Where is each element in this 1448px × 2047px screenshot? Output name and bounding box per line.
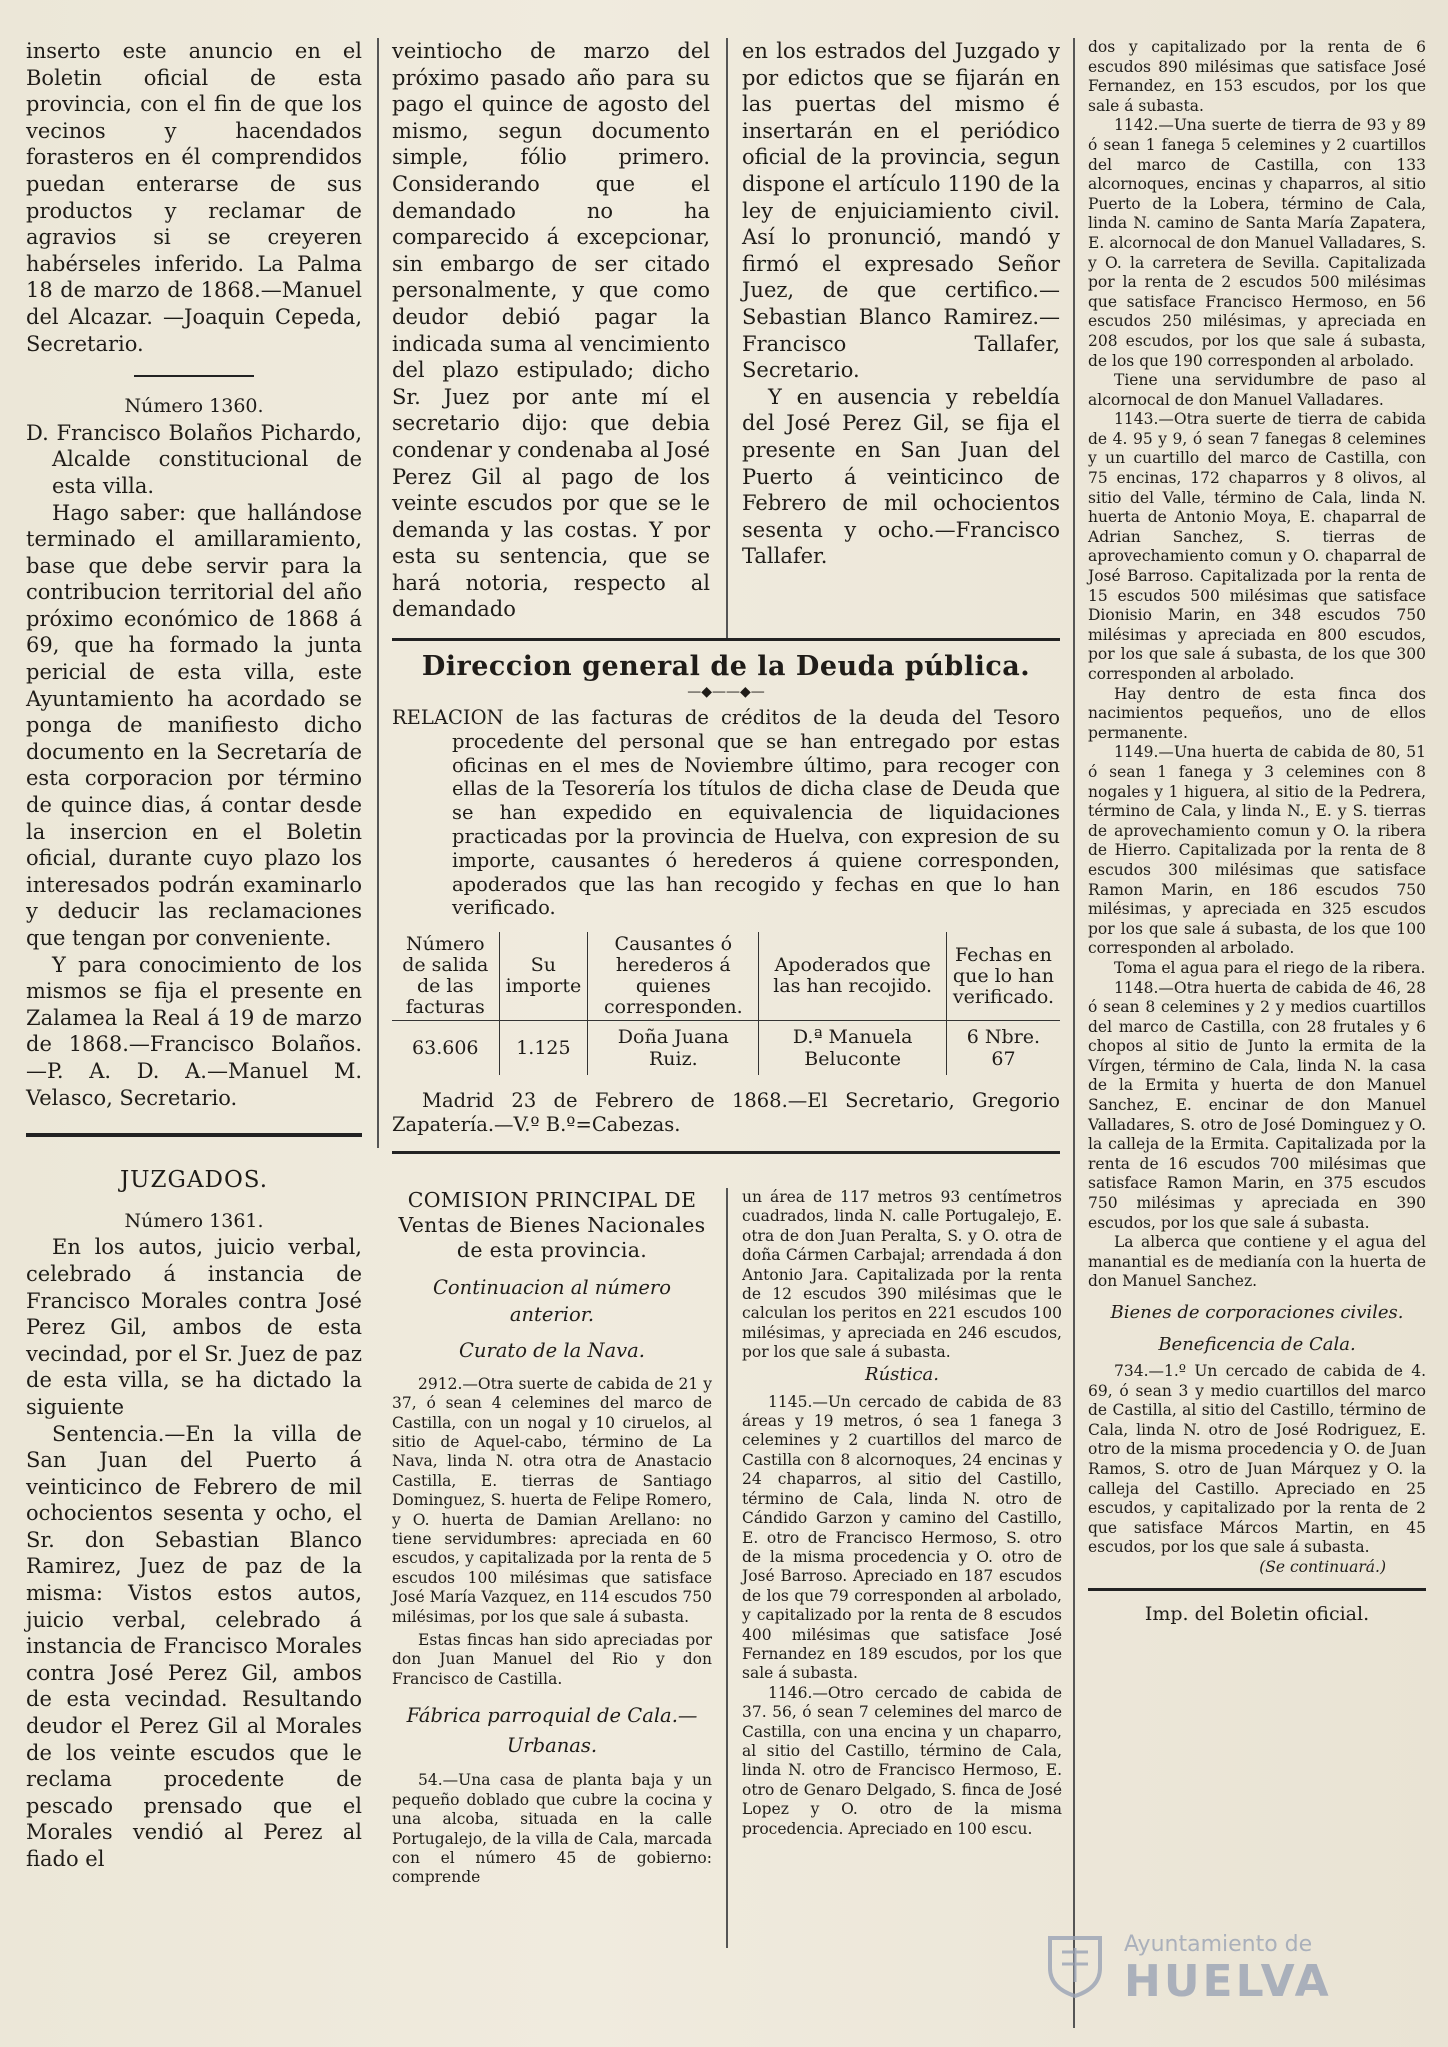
number-1360: Número 1360. [124, 395, 264, 418]
bottom-rule [1088, 1588, 1426, 1591]
curato-heading: Curato de la Nava. [458, 1339, 645, 1363]
column-rule [377, 38, 379, 1148]
beneficencia-heading: Beneficencia de Cala. [1158, 1334, 1356, 1355]
column-rule [1073, 38, 1075, 2028]
comision-column-a [392, 1188, 712, 1888]
autos-paragraph: En los autos, juicio verbal, celebrado á instancia de Francisco Morales contra José Perez Gil, ambos de esta vecindad, por el Sr. Juez de paz de esta villa, se ha dictado la siguiente [26, 1235, 362, 1419]
column-3 [742, 38, 1060, 570]
continuara: (Se continuará.) [1259, 1557, 1386, 1576]
section-bottom-rule [392, 1151, 1060, 1154]
fabrica-heading: Fábrica parroquial de Cala.—Urbanas. [406, 1704, 698, 1758]
number-1361: Número 1361. [124, 1209, 264, 1232]
sentencia-paragraph: Sentencia.—En la villa de San Juan del Puerto á veinticinco de Febrero de mil ochocientos sesenta y ocho, el Sr. don Sebastian Blanco Ramirez, Juez de paz de la misma: Vistos estos autos, juicio verbal, celebrado á instancia de Francisco Morales contra José Perez Gil, ambos de esta vecindad. Resultando deudor el Perez Gil al Morales de los veinte escudos que le reclama procedente de pescado prensado que el Morales vendió al Perez al fiado el [26, 1421, 362, 1871]
juzgados-heading: JUZGADOS. [119, 1167, 269, 1194]
sentencia-continued: veintiocho de marzo del próximo pasado año para su pago el quince de agosto del mismo, segun documento simple, fólio primero. Considerando que el demandado no ha comparecido á excepcionar, sin embargo de ser citado personalmente, y que como deudor debió pagar la indicada suma al vencimiento del plazo estipulado; dicho Sr. Juez por ante mí el secretario dijo: que debia condenar y condenaba al José Perez Gil al pago de los veinte escudos por que se le demanda y las costas. Y por esta su sentencia, que se hará notoria, respecto al demandado [392, 39, 710, 622]
deuda-table [392, 932, 1060, 1075]
shield-icon [1040, 1930, 1110, 2000]
deuda-title: Direccion general de la Deuda pública. [421, 651, 1031, 682]
alcalde-heading: D. Francisco Bolaños Pichardo, Alcalde constitucional de esta villa. [26, 420, 362, 498]
column-rule [726, 1188, 728, 1948]
table-row: 63.606 1.125 Doña Juana Ruiz. D.ª Manuela Beluconte 6 Nbre. 67 [392, 1021, 1060, 1076]
casa-paragraph: 54.—Una casa de planta baja y un pequeño doblado que cubre la cocina y una alcoba, situada en la calle Portugalejo, de la villa de Cala, marcada con el número 45 de gobierno: comprende [392, 1771, 712, 1887]
rustica-heading: Rústica. [865, 1363, 939, 1385]
relacion-paragraph: RELACION de las facturas de créditos de la deuda del Tesoro procedente del personal que se han entregado por estas oficinas en el mes de Noviembre último, para recoger con ellas de la Tesorería los títulos de dicha clase de Deuda que se han expedido en equivalencia de liquidaciones practicadas por la provincia de Huelva, con expresion de su importe, causantes ó herederos á quiene corresponden, apoderados que las han recogido y fechas en que lo han verificado. [392, 706, 1060, 920]
announcement-end: inserto este anuncio en el Boletin oficial de esta provincia, con el fin de que los vecinos y hacendados forasteros en él comprendidos puedan enterarse de sus productos y reclamar de agravios si se creyeren habérseles inferido. La Palma 18 de marzo de 1868.—Manuel del Alcazar. —Joaquin Cepeda, Secretario. [26, 39, 362, 356]
column-1 [26, 38, 362, 1873]
zalamea-paragraph: Y para conocimiento de los mismos se fija el presente en Zalamea la Real á 19 de marzo de 1868.—Francisco Bolaños.—P. A. D. A.—Manuel M. Velasco, Secretario. [26, 952, 362, 1110]
comision-column-b: un área de 117 metros 93 centímetros cuadrados, linda N. calle Portugalejo, E. otra de don Juan Peralta, S. y O. otra de doña Cármen Carbajal; arrendada á don Antonio Jara. Capitalizada por la renta de 12 escudos 390 milésimas que le calculan los peritos en 221 escudos 100 milésimas, y apreciada en 246 escudos, por los que sale á subasta. Rústica. 1145.—Un cercado de cabida de 83 áreas y 19 metros, ó sea 1 fanega 3 celemines y 2 cuartillos del marco de Castilla con 8 alcornoques, 24 encinas y 24 chaparros, al sitio del Castillo, término de Cala, linda N. otro de Cándido Garzon y camino del Castillo, E. otro de Francisco Hermoso, S. otro de la misma procedencia y O. otro de José Barroso. Apreciado en 187 escudos de los que 79 corresponden al arbolado, y capitalizado por la renta de 8 escudos 400 milésimas que satisface José Fernandez en 189 escudos, por los que sale á subasta. 1146.—Otro cercado de cabida de 37. 56, ó sean 7 celemines del marco de Castilla, con una encina y un chaparro, al sitio del Castillo, término de Cala, linda N. otro de Francisco Hermoso, E. otro de Genaro Delgado, S. finca de José Lopez y O. otro de la misma procedencia. Apreciado en 100 escu. [742, 1188, 1062, 1838]
ornament: —◆——◆— [687, 684, 765, 700]
short-divider [134, 375, 254, 377]
column-4: dos y capitalizado por la renta de 6 escudos 890 milésimas que satisface José Fernandez, en 153 escudos, por los que sale á subasta. 1142.—Una suerte de tierra de 93 y 89 ó sean 1 fanega 5 celemines y 2 cuartillos del marco de Castilla, con 133 alcornoques, encinas y chaparros, al sitio Puerto de la Lobera, término de Cala, linda N. camino de Santa María Zapatera, E. alcornocal de don Manuel Valladares, S. y O. la carretera de Sevilla. Capitalizada por la renta de 2 escudos 500 milésimas que satisface Francisco Hermoso, en 56 escudos 250 milésimas, y apreciada en 208 escudos, por los que sale á subasta, de los que 190 corresponden al arbolado. Tiene una servidumbre de paso al alcornocal de don Manuel Valladares. 1143.—Otra suerte de tierra de cabida de 4. 95 y 9, ó sean 7 fanegas 8 celemines y un cuartillo del marco de Castilla, con 75 encinas, 172 chaparros y 8 olivos, al sitio del Valle, término de Cala, linda N. huerta de Antonio Moya, E. chaparral de Adrian Sanchez, S. tierras de aprovechamiento comun y O. chaparral de José Barroso. Capitalizada por la renta de 15 escudos 500 milésimas que satisface Dionisio Marin, en 348 escudos 750 milésimas y apreciada en 800 escudos, por los que sale á subasta, de los que 300 corresponden al arbolado. Hay dentro de esta finca dos nacimientos pequeños, uno de ellos permanente. 1149.—Una huerta de cabida de 80, 51 ó sean 1 fanega y 3 celemines con 8 nogales y 1 higuera, al sitio de la Pedrera, término de Cala, y linda N., E. y S. tierras de aprovechamiento comun y O. la ribera de Hierro. Capitalizada por la renta de 8 escudos 300 milésimas que satisface Ramon Marin, en 186 escudos 750 milésimas, y apreciada en 325 escudos por los que sale á subasta, de los que 100 corresponden al arbolado. Toma el agua para el riego de la ribera. 1148.—Otra huerta de cabida de 46, 28 ó sean 8 celemines y 2 y medios cuartillos del marco de Castilla, con 28 frutales y 6 chopos al sitio de Junto la ermita de la Vírgen, término de Cala, linda N. la casa de la Ermita y huerta de don Manuel Sanchez, E. encinar de don Manuel Valladares, S. otro de José Dominguez y O. la calleja de la Ermita. Capitalizada por la renta de 16 escudos 700 milésimas que satisface Ramon Marin, en 375 escudos 750 milésimas y apreciada en 390 escudos, por los que sale á subasta. La alberca que contiene y el agua del manantial es de medianía con la huerta de don Manuel Sanchez. Bienes de corporaciones civiles. Beneficencia de Cala. 734.—1.º Un cercado de cabida de 4. 69, ó sean 3 y medio cuartillos del marco de Castilla, al sitio del Castillo, término de Cala, linda N. otro de José Rodriguez, E. otro de la misma procedencia y O. de Juan Ramos, S. otro de Juan Márquez y O. la calleja del Castillo. Apreciado en 25 escudos, y capitalizado por la renta de 2 que satisface Márcos Martin, en 45 escudos, por los que sale á subasta. (Se continuará.) Imp. del Boletin oficial. [1088, 38, 1426, 1625]
col-fechas: Fechas en que lo han verificado. [946, 932, 1060, 1021]
col-apoderados: Apoderados que las han recojido. [759, 932, 946, 1021]
bienes-heading: Bienes de corporaciones civiles. [1110, 1302, 1404, 1323]
col-numero: Número de salida de las facturas [392, 932, 499, 1021]
section-divider [26, 1133, 362, 1137]
watermark-line1: Ayuntamiento de [1124, 1932, 1313, 1957]
deuda-signature: Madrid 23 de Febrero de 1868.—El Secretario, Gregorio Zapatería.—V.º B.º=Cabezas. [392, 1089, 1060, 1137]
column-2 [392, 38, 710, 623]
continuacion: Continuacion al número anterior. [433, 1276, 671, 1326]
comision-title: COMISION PRINCIPAL DE Ventas de Bienes Nacionales de esta provincia. [398, 1188, 706, 1262]
deuda-section [392, 638, 1060, 1154]
column-rule [726, 38, 728, 638]
sentencia-end: en los estrados del Juzgado y por edictos que se fijarán en las puertas del mismo é insertarán en el periódico oficial de la provincia, segun dispone el artículo 1190 de la ley de enjuiciamiento civil. Así lo pronunció, mandó y firmó el expresado Señor Juez, de que certifico.—Sebastian Blanco Ramirez.—Francisco Tallafer, Secretario. [742, 39, 1060, 383]
imprenta: Imp. del Boletin oficial. [1144, 1602, 1370, 1625]
hago-saber-paragraph: Hago saber: que hallándose terminado el amillaramiento, base que debe servir para la contribucion territorial del año próximo económico de 1868 á 69, que ha formado la junta pericial de esta villa, este Ayuntamiento ha acordado se ponga de manifiesto dicho documento en la Secretaría de esta corporacion por término de quince dias, á contar desde la insercion en el Boletin oficial, durante cuyo plazo los interesados podrán examinarlo y deducir las reclamaciones que tengan por conveniente. [26, 500, 362, 950]
section-top-rule [392, 638, 1060, 641]
col-causantes: Causantes ó herederos á quienes corresponden. [588, 932, 759, 1021]
col-importe: Su importe [499, 932, 588, 1021]
watermark-line2: HUELVA [1124, 1956, 1332, 2007]
rebeldia-paragraph: Y en ausencia y rebeldía del José Perez Gil, se fija el presente en San Juan del Puerto á veinticinco de Febrero de mil ochocientos sesenta y ocho.—Francisco Tallafer. [742, 384, 1060, 569]
curato-body: 2912.—Otra suerte de cabida de 21 y 37, ó sean 4 celemines del marco de Castilla, con un nogal y 10 ciruelos, al sitio de Aquel-cabo, término de La Nava, linda N. otra otra de Anastacio Castilla, E. tierras de Santiago Dominguez, S. huerta de Felipe Romero, y O. huerta de Damian Arellano: no tiene servidumbres: apreciada en 60 escudos, y capitalizada por la renta de 5 escudos 100 milésimas que satisface José María Vazquez, en 114 escudos 750 milésimas, por los que sale á subasta. Estas fincas han sido apreciadas por don Juan Manuel del Rio y don Francisco de Castilla. [392, 1374, 712, 1688]
